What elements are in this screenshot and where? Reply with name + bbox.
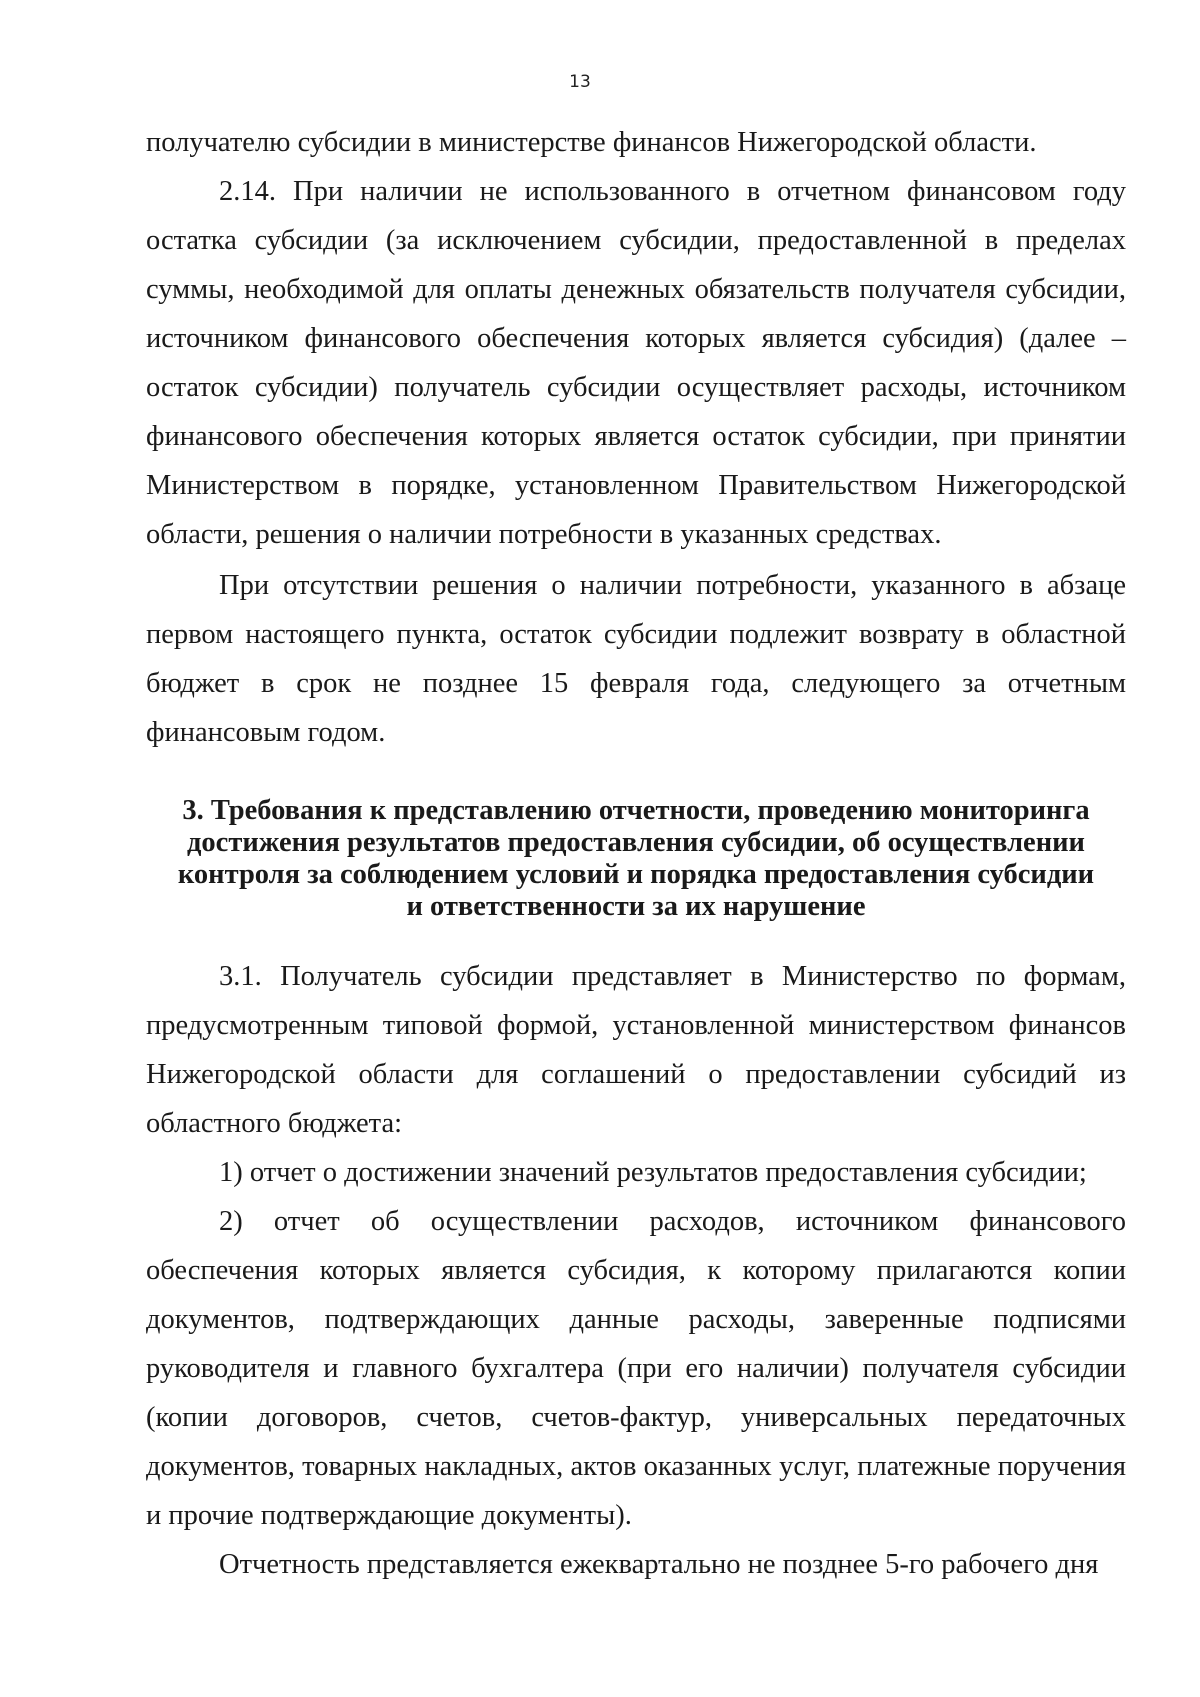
paragraph-2-14: 2.14. При наличии не использованного в отчетном финансовом году остатка субсидии (за исключением субсидии, предоставленной в пределах суммы, необходимой для оплаты денежных обязательств получателя субсидии, источником финансового обеспечения которых является субсидия) (далее – остаток субсидии) получатель субсидии осуществляет расходы, источником финансового обеспечения которых является остаток субсидии, при принятии Министерством в порядке, установленном Правительством Нижегородской области, решения о наличии потребности в указанных средствах. bbox=[146, 176, 1126, 550]
section-heading-line-2: достижения результатов предоставления субсидии, об осуществлении bbox=[187, 827, 1085, 858]
paragraph-refund-rule: При отсутствии решения о наличии потребности, указанного в абзаце первом настоящего пункта, остаток субсидии подлежит возврату в областной бюджет в срок не позднее 15 февраля года, следующего за отчетным финансовым годом. bbox=[146, 570, 1126, 748]
paragraph-continuation: получателю субсидии в министерстве финансов Нижегородской области. bbox=[146, 127, 1037, 158]
section-3-heading bbox=[146, 795, 1126, 923]
paragraph-3-1: 3.1. Получатель субсидии представляет в Министерство по формам, предусмотренным типовой формой, установленной министерством финансов Нижегородской области для соглашений о предоставлении субсидий из областного бюджета: bbox=[146, 961, 1126, 1139]
paragraph-reporting-schedule: Отчетность представляется ежеквартально не позднее 5-го рабочего дня bbox=[219, 1549, 1099, 1580]
section-heading-line-4: и ответственности за их нарушение bbox=[406, 891, 866, 922]
section-heading-line-3: контроля за соблюдением условий и порядка предоставления субсидии bbox=[177, 859, 1095, 890]
section-heading-line-1: 3. Требования к представлению отчетности, проведению мониторинга bbox=[182, 795, 1090, 826]
list-item-2: 2) отчет об осуществлении расходов, источником финансового обеспечения которых является субсидия, к которому прилагаются копии документов, подтверждающих данные расходы, заверенные подписями руководителя и главного бухгалтера (при его наличии) получателя субсидии (копии договоров, счетов, счетов-фактур, универсальных передаточных документов, товарных накладных, актов оказанных услуг, платежные поручения и прочие подтверждающие документы). bbox=[146, 1206, 1126, 1531]
page-number: 13 bbox=[569, 72, 591, 92]
list-item-1: 1) отчет о достижении значений результатов предоставления субсидии; bbox=[219, 1157, 1087, 1188]
